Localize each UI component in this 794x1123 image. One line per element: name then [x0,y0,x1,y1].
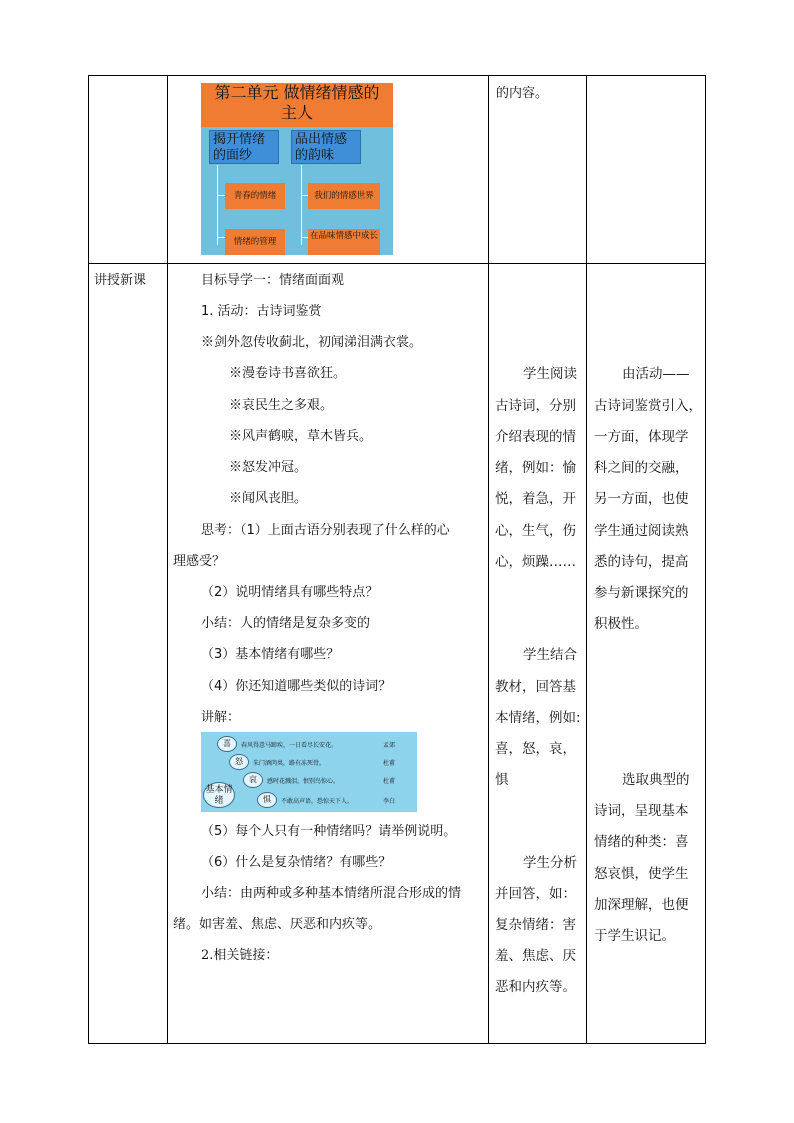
content-line: （4）你还知道哪些类似的诗词？ [201,679,392,694]
content-line: 讲解： [201,710,241,725]
unit-title-line2: 主人 [280,103,313,122]
emotion-sorrow-bubble: 哀 [243,772,263,788]
topic-box-2: 情绪的管理 [225,229,285,255]
poem-author: 李白 [383,798,396,805]
basic-emotions-bubble: 基本情绪 [203,782,235,808]
design-line: 一方面，体现学 [594,429,689,445]
emotion-anger-bubble: 怒 [229,754,249,770]
design-line: 怒哀惧，使学生 [594,866,689,882]
tree-branch-1b [217,237,225,238]
design-line: 另一方面，也使 [594,491,689,507]
topic-box-4: 在品味情感中成长 [308,229,380,255]
design-line: 情绪的种类：喜 [594,834,689,850]
student-line: 教材，回答基 [495,679,576,695]
poem-author: 杜甫 [383,778,396,785]
design-line: 悉的诗句，提高 [594,554,689,570]
content-line: 思考：（1）上面古语分别表现了什么样的心 [201,523,450,538]
student-line: 古诗词，分别 [495,398,576,414]
student-line: 悦，着急，开 [495,491,576,507]
column-divider-3 [586,75,587,1044]
student-line: 并回答，如： [495,886,576,902]
poem-verse: 感时花溅泪，恨别鸟惊心。 [267,778,340,785]
lesson1-line2: 的面纱 [213,148,253,163]
design-line: 参与新课探究的 [594,585,689,601]
section-label: 讲授新课 [94,273,147,288]
content-line: （2）说明情绪具有哪些特点？ [201,585,379,600]
design-line: 由活动—— [622,366,690,382]
poem-verse: 朱门酒肉臭，路有冻死骨。 [253,760,326,767]
content-line: 目标导学一：情绪面面观 [201,273,345,288]
lesson2-line1: 品出情感 [295,132,348,147]
tree-branch-2b [301,237,308,238]
content-line: ※漫卷诗书喜欲狂。 [229,366,347,381]
poem-verse: 不敢高声语，恐惊天下人。 [281,798,354,805]
content-line: ※风声鹤唳，草木皆兵。 [229,429,373,444]
content-line: 小结：由两种或多种基本情绪所混合形成的情 [201,886,462,901]
content-line: 理感受？ [173,554,226,569]
topic-box-1: 青春的情绪 [225,183,285,209]
student-line: 学生阅读 [523,366,577,382]
content-line: ※剑外忽传收蓟北，初闻涕泪满衣裳。 [201,335,423,350]
tree-branch-1a [217,195,225,196]
lesson-plan-table [88,75,706,1044]
content-line: （5）每个人只有一种情绪吗？请举例说明。 [201,824,457,839]
design-line: 科之间的交融， [594,460,689,476]
design-line: 古诗词鉴赏引入， [594,398,702,414]
student-line: 绪，例如：愉 [495,460,576,476]
student-line: 心，生气，伤 [495,523,576,539]
content-line: 小结：人的情绪是复杂多变的 [201,616,371,631]
emotion-fear-bubble: 惧 [257,792,277,808]
content-line: ※闻风丧胆。 [229,491,308,506]
student-line: 学生结合 [523,647,577,663]
design-line: 选取典型的 [622,772,690,788]
content-line: （6）什么是复杂情绪？有哪些？ [201,855,392,870]
tree-connector-2 [301,165,302,245]
student-line: 喜，怒，哀， [495,741,576,757]
student-line: 介绍表现的情 [495,429,576,445]
content-line: 2.相关链接： [201,948,279,963]
column-divider-1 [167,75,168,1044]
poem-author: 孟郊 [383,742,396,749]
lesson1-box [209,130,279,164]
design-line: 学生通过阅读熟 [594,523,689,539]
content-line: 1. 活动：古诗词鉴赏 [201,304,322,319]
lesson2-box [291,130,361,164]
lesson2-line2: 的韵味 [295,148,335,163]
design-line: 积极性。 [594,616,648,632]
column-divider-2 [488,75,489,1044]
emotion-joy-bubble: 喜 [217,736,237,752]
student-line: 羞、焦虑、厌 [495,948,576,964]
student-line: 心，烦躁…… [495,554,576,570]
unit-title-line1: 第二单元 做情绪情感的 [214,83,380,102]
student-line: 复杂情绪：害 [495,917,576,933]
poem-verse: 春风得意马蹄疾，一日看尽长安花。 [241,742,338,749]
table-border-bottom [88,1043,706,1044]
poem-author: 杜甫 [383,760,396,767]
student-line: 惧 [495,772,509,788]
row1-col3-text: 的内容。 [496,86,549,101]
content-line: 绪。如害羞、焦虑、厌恶和内疚等。 [173,917,382,932]
design-line: 于学生识记。 [594,928,675,944]
unit-title [201,83,393,127]
table-border-top [88,75,706,76]
table-border-right [705,75,706,1044]
row-divider [88,263,706,264]
tree-branch-2a [301,195,308,196]
content-line: ※哀民生之多艰。 [229,398,334,413]
student-line: 本情绪，例如: [495,710,581,726]
content-line: （3）基本情绪有哪些？ [201,647,340,662]
basic-emotions-poems-figure [201,732,417,812]
lesson1-line1: 揭开情绪 [213,132,266,147]
tree-connector-1 [217,165,218,245]
design-line: 诗词，呈现基本 [594,803,689,819]
unit-structure-diagram [201,83,393,255]
design-line: 加深理解，也便 [594,897,689,913]
content-line: ※怒发冲冠。 [229,460,308,475]
topic-box-3: 我们的情感世界 [308,183,380,209]
table-border-left [88,75,89,1044]
student-line: 恶和内疚等。 [495,979,576,995]
student-line: 学生分析 [523,855,577,871]
